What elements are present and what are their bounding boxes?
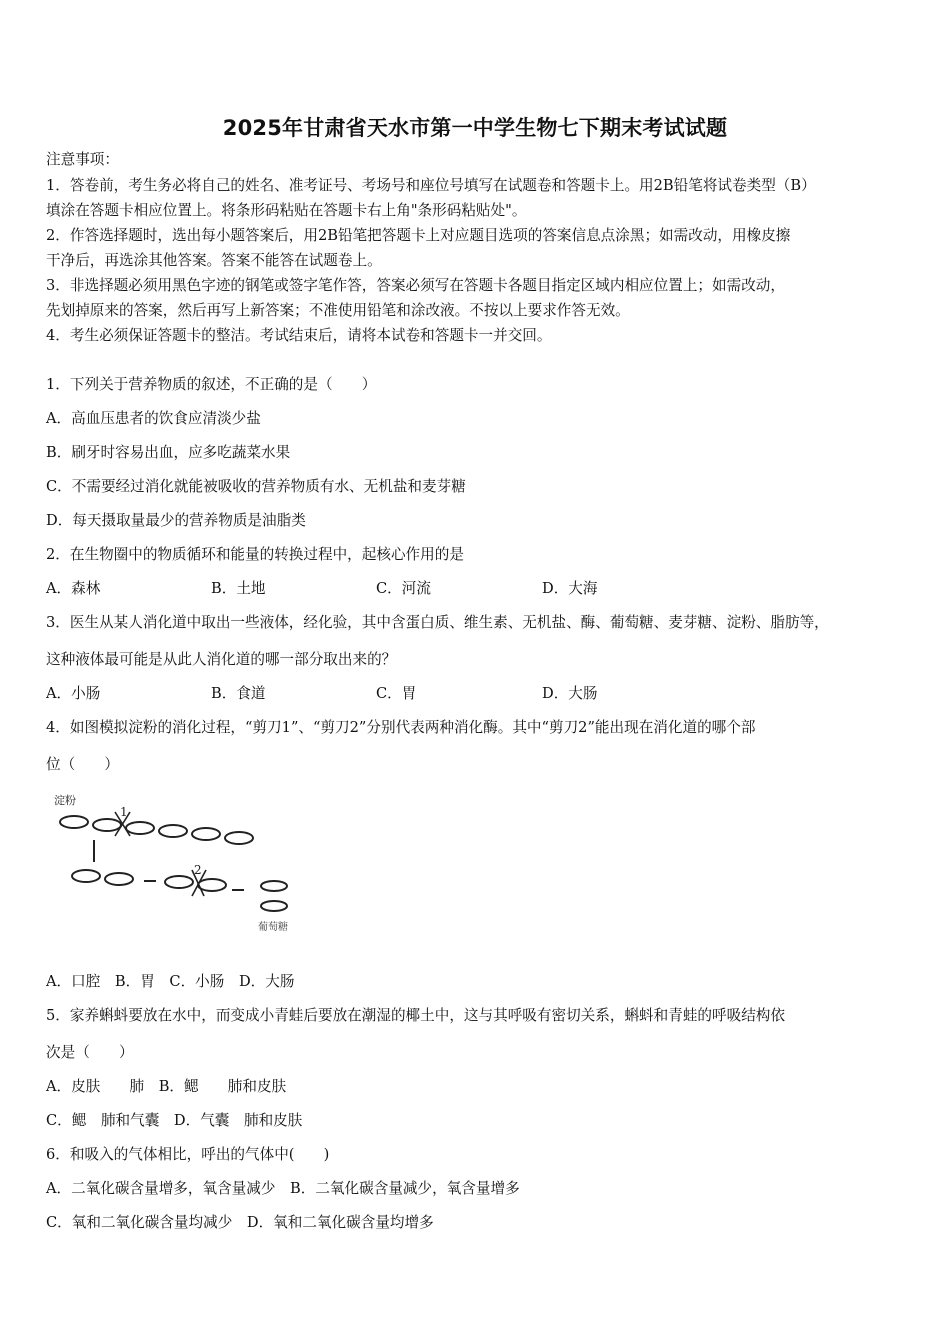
question-1-option-d: D．每天摄取量最少的营养物质是油脂类 bbox=[46, 512, 306, 529]
glucose-unit bbox=[165, 876, 193, 888]
scissor-2-label: 2 bbox=[194, 863, 202, 877]
question-6-stem: 6．和吸入的气体相比，呼出的气体中( ) bbox=[46, 1146, 330, 1163]
figure-label-starch: 淀粉 bbox=[54, 794, 76, 807]
question-2-option-a: A．森林 bbox=[46, 580, 101, 597]
question-6-options-cd: C．氧和二氧化碳含量均减少 D．氧和二氧化碳含量均增多 bbox=[46, 1214, 434, 1231]
glucose-unit bbox=[198, 879, 226, 891]
glucose-unit bbox=[261, 881, 287, 891]
notice-line: 2．作答选择题时，选出每小题答案后，用2B铅笔把答题卡上对应题目选项的答案信息点涂黑；如需改动，用橡皮擦 bbox=[46, 227, 791, 244]
notice-line: 1．答卷前，考生务必将自己的姓名、准考证号、考场号和座位号填写在试题卷和答题卡上。用2B铅笔将试卷类型（B） bbox=[46, 177, 816, 194]
glucose-unit bbox=[159, 825, 187, 837]
question-2-option-c: C．河流 bbox=[376, 580, 431, 597]
starch-digestion-figure bbox=[52, 790, 312, 950]
question-6-options-ab: A．二氧化碳含量增多，氧含量减少 B．二氧化碳含量减少，氧含量增多 bbox=[46, 1180, 520, 1197]
starch-digestion-diagram bbox=[52, 790, 312, 950]
question-3-option-b: B．食道 bbox=[211, 685, 266, 702]
glucose-unit bbox=[192, 828, 220, 840]
question-4-stem-line2: 位（ ） bbox=[46, 756, 119, 773]
question-4-stem-line1: 4．如图模拟淀粉的消化过程，“剪刀1”、“剪刀2”分别代表两种消化酶。其中“剪刀2”能出现在消化道的哪个部 bbox=[46, 719, 756, 736]
question-3-option-a: A．小肠 bbox=[46, 685, 101, 702]
notice-line: 先划掉原来的答案，然后再写上新答案；不准使用铅笔和涂改液。不按以上要求作答无效。 bbox=[46, 302, 630, 319]
scissor-1-label: 1 bbox=[120, 805, 128, 819]
question-5-stem-line2: 次是（ ） bbox=[46, 1044, 134, 1061]
glucose-unit bbox=[93, 819, 121, 831]
question-2-option-d: D．大海 bbox=[542, 580, 598, 597]
question-4-options: A．口腔 B．胃 C．小肠 D．大肠 bbox=[46, 973, 295, 990]
question-1-stem: 1．下列关于营养物质的叙述，不正确的是（ ） bbox=[46, 376, 377, 393]
question-5-stem-line1: 5．家养蝌蚪要放在水中，而变成小青蛙后要放在潮湿的椰土中，这与其呼吸有密切关系，蝌蚪和青蛙的呼吸结构依 bbox=[46, 1007, 785, 1024]
question-1-option-b: B．刷牙时容易出血，应多吃蔬菜水果 bbox=[46, 444, 291, 461]
glucose-unit bbox=[60, 816, 88, 828]
glucose-unit bbox=[72, 870, 100, 882]
notice-line: 填涂在答题卡相应位置上。将条形码粘贴在答题卡右上角"条形码粘贴处"。 bbox=[46, 202, 527, 219]
question-3-option-c: C．胃 bbox=[376, 685, 417, 702]
question-5-options-cd: C．鳃 肺和气囊 D．气囊 肺和皮肤 bbox=[46, 1112, 303, 1129]
question-1-option-c: C．不需要经过消化就能被吸收的营养物质有水、无机盐和麦芽糖 bbox=[46, 478, 466, 495]
notice-heading: 注意事项： bbox=[46, 151, 119, 168]
question-3-stem-line2: 这种液体最可能是从此人消化道的哪一部分取出来的？ bbox=[46, 651, 397, 668]
question-3-option-d: D．大肠 bbox=[542, 685, 598, 702]
notice-line: 干净后，再选涂其他答案。答案不能答在试题卷上。 bbox=[46, 252, 382, 269]
glucose-unit bbox=[261, 901, 287, 911]
question-1-option-a: A．高血压患者的饮食应清淡少盐 bbox=[46, 410, 261, 427]
glucose-unit bbox=[225, 832, 253, 844]
question-5-options-ab: A．皮肤 肺 B．鳃 肺和皮肤 bbox=[46, 1078, 287, 1095]
question-3-stem-line1: 3．医生从某人消化道中取出一些液体，经化验，其中含蛋白质、维生素、无机盐、酶、葡萄糖、麦芽糖、淀粉、脂肪等， bbox=[46, 614, 829, 631]
question-2-stem: 2．在生物圈中的物质循环和能量的转换过程中，起核心作用的是 bbox=[46, 546, 464, 563]
glucose-unit bbox=[105, 873, 133, 885]
figure-label-glucose: 葡萄糖 bbox=[258, 922, 288, 933]
question-2-option-b: B．土地 bbox=[211, 580, 266, 597]
page-title: 2025年甘肃省天水市第一中学生物七下期末考试试题 bbox=[222, 116, 728, 140]
glucose-unit bbox=[126, 822, 154, 834]
notice-line: 4．考生必须保证答题卡的整洁。考试结束后，请将本试卷和答题卡一并交回。 bbox=[46, 327, 552, 344]
notice-line: 3．非选择题必须用黑色字迹的钢笔或签字笔作答，答案必须写在答题卡各题目指定区域内相应位置上；如需改动， bbox=[46, 277, 785, 294]
